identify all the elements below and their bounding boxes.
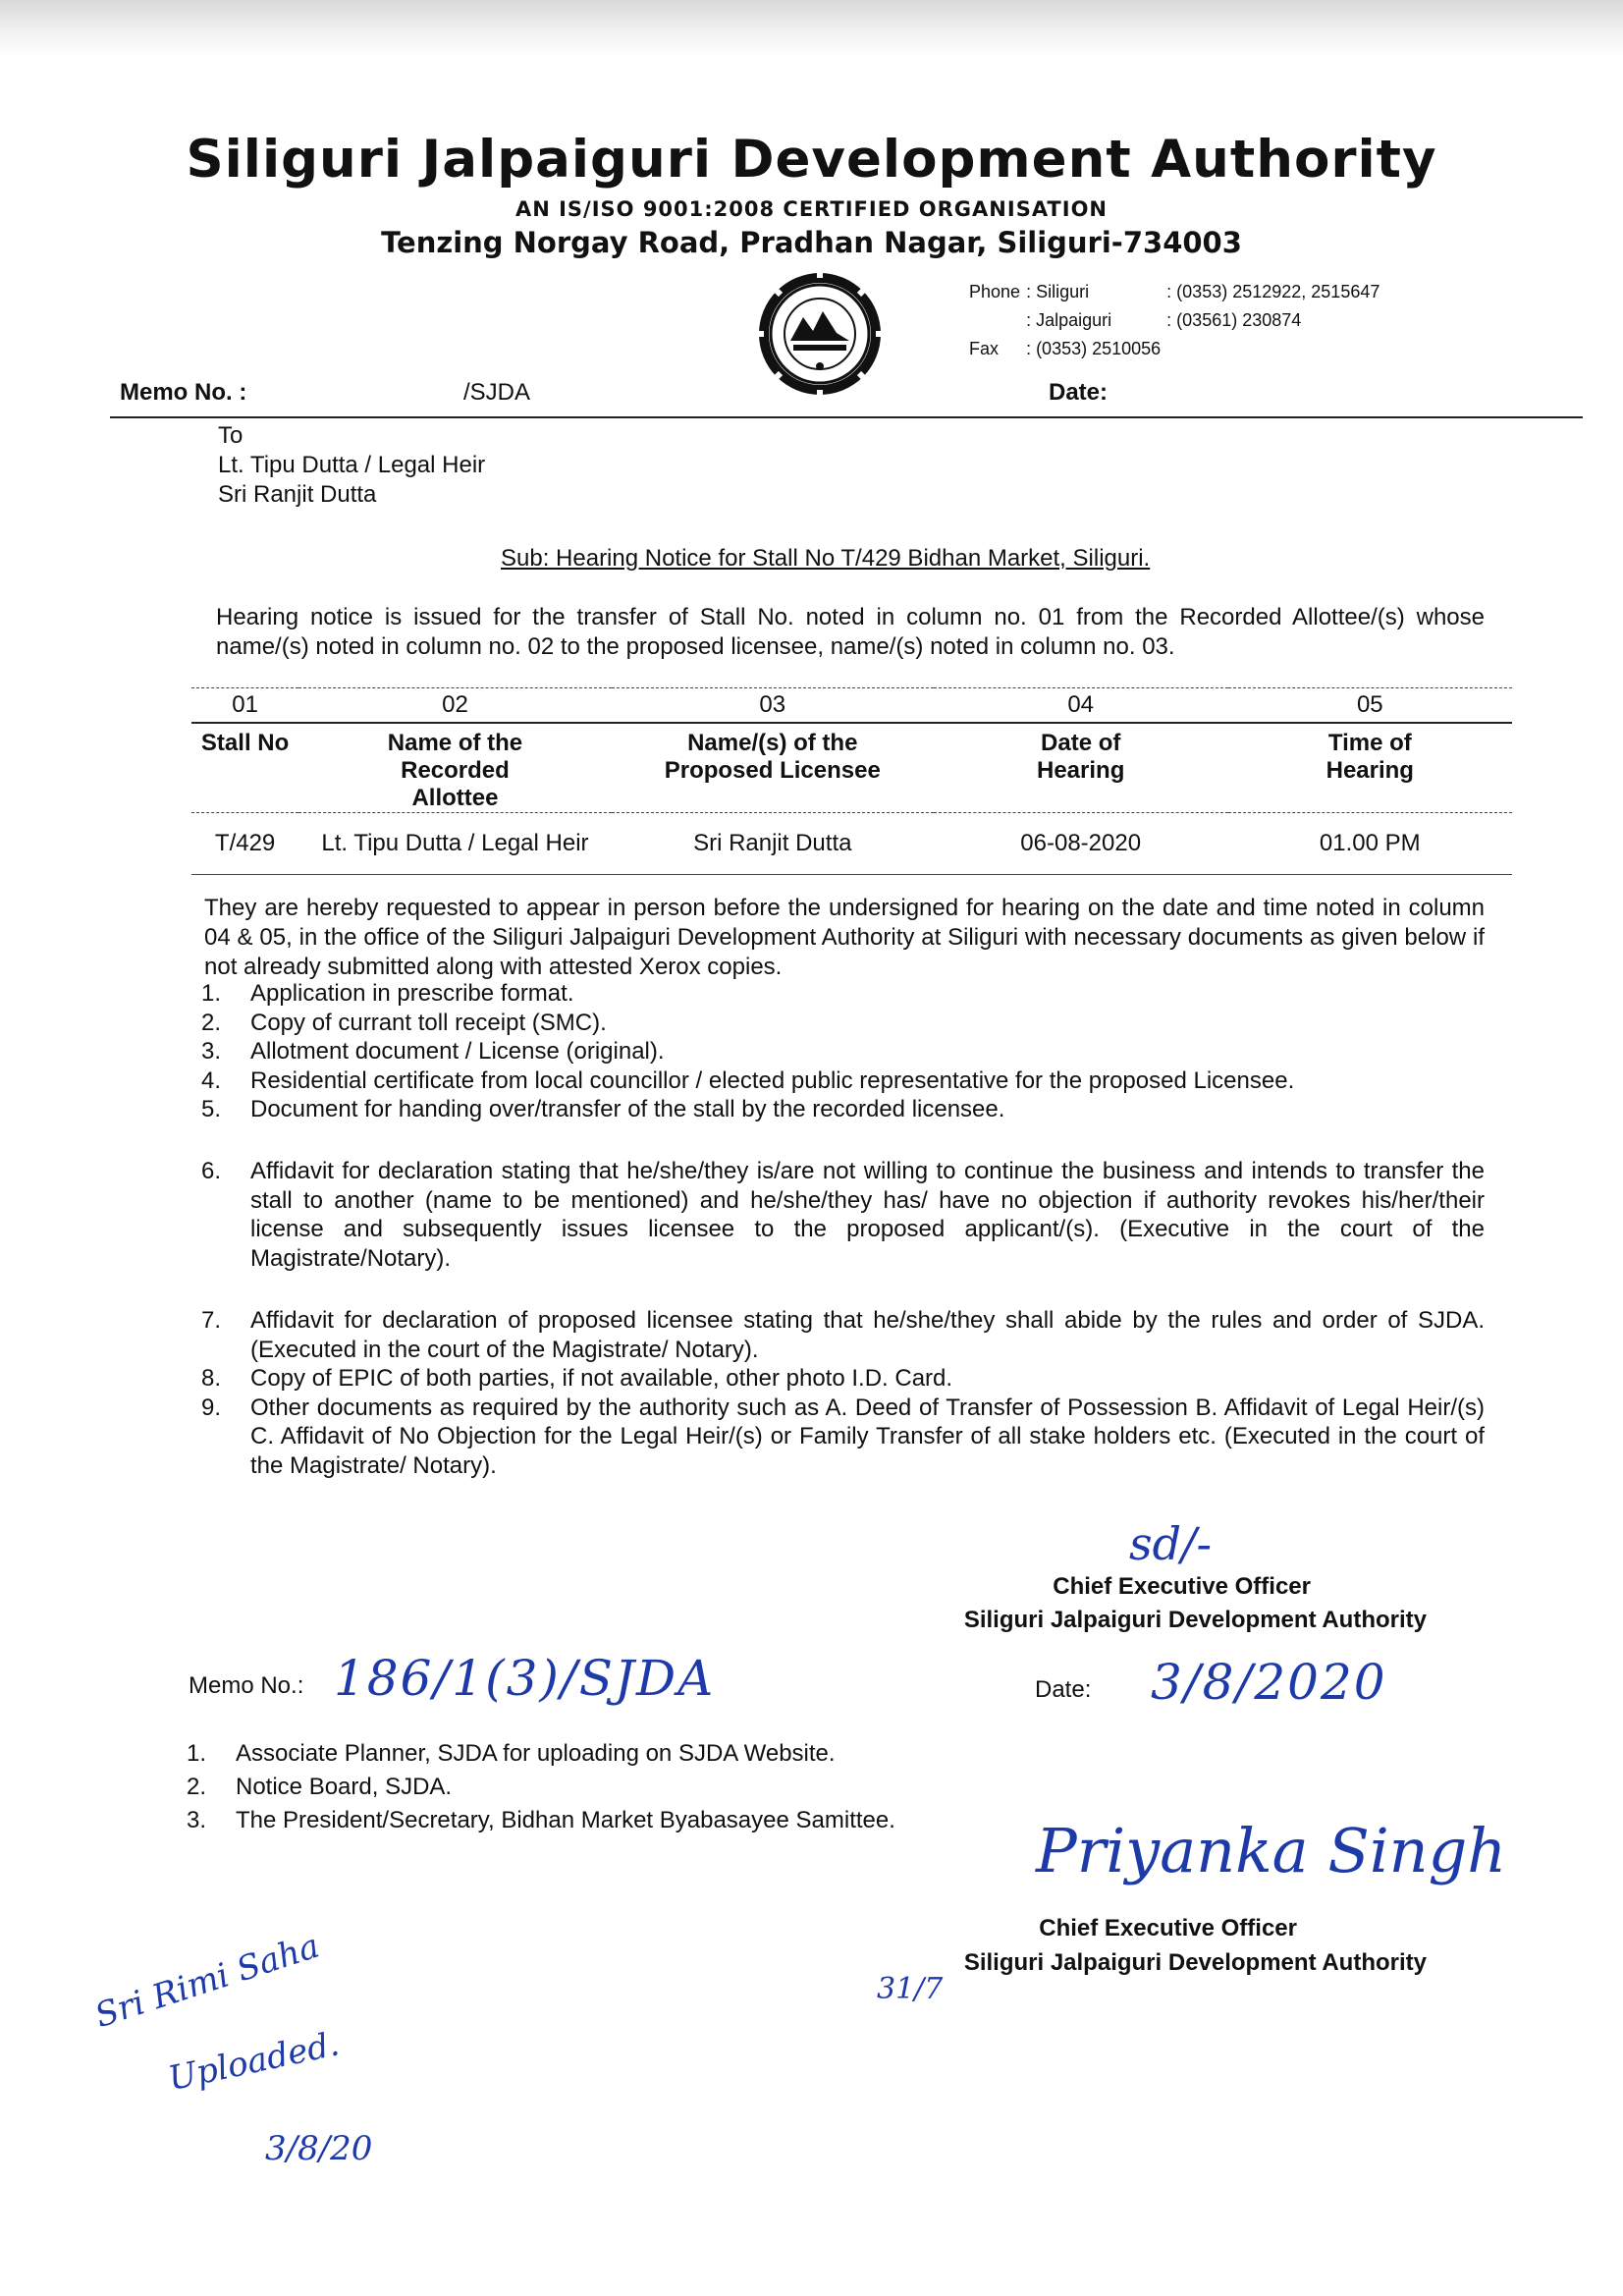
item-number: 5. xyxy=(201,1096,222,1122)
cell-date: 06-08-2020 xyxy=(1020,830,1142,856)
signatory-title: Chief Executive Officer xyxy=(1053,1573,1311,1600)
date-label: Date: xyxy=(1049,379,1109,406)
request-paragraph: They are hereby requested to appear in person before the undersigned for hearing on the date and time noted in column 04 & 05, in the office of the Siliguri Jalpaiguri Development Authority at Siliguri with necessary documents as given below if not already submitted along with attested Xerox copies. xyxy=(204,895,1485,980)
header-time-of-hearing: Time of Hearing xyxy=(1325,730,1414,784)
memo2-label: Memo No.: xyxy=(189,1672,304,1699)
contact-place: : Siliguri xyxy=(1026,282,1090,301)
cell-time: 01.00 PM xyxy=(1319,830,1421,856)
fax-number: : (0353) 2510056 xyxy=(1026,339,1162,358)
signatory-title: Chief Executive Officer xyxy=(1039,1915,1297,1941)
letterhead-divider xyxy=(110,416,1583,418)
to-label: To xyxy=(218,422,243,449)
copy-to-list xyxy=(187,1737,895,1837)
header-stall-no: Stall No xyxy=(200,730,290,756)
org-title: Siliguri Jalpaiguri Development Authority xyxy=(186,130,1437,190)
item-text: Notice Board, SJDA. xyxy=(236,1774,453,1800)
item-text: Allotment document / License (original). xyxy=(250,1038,665,1065)
item-number: 3. xyxy=(187,1807,207,1833)
memo2-number: 186/1(3)/SJDA xyxy=(334,1650,716,1707)
item-text: Residential certificate from local councillor / elected public representative for the proposed Licensee. xyxy=(250,1066,1295,1094)
item-text: Associate Planner, SJDA for uploading on SJDA Website. xyxy=(236,1740,836,1767)
subject-line: Sub: Hearing Notice for Stall No T/429 Bidhan Market, Siliguri. xyxy=(501,545,1151,572)
col-number: 05 xyxy=(1356,691,1383,718)
col-number: 02 xyxy=(442,691,468,718)
item-number: 7. xyxy=(201,1307,222,1334)
contact-number: : (03561) 230874 xyxy=(1166,310,1302,330)
certification-line: AN IS/ISO 9001:2008 CERTIFIED ORGANISATION xyxy=(514,197,1109,221)
list-item xyxy=(201,1037,1485,1066)
signature-sd: sd/- xyxy=(1129,1517,1213,1570)
scan-shadow xyxy=(0,0,1623,59)
item-text: Copy of EPIC of both parties, if not available, other photo I.D. Card. xyxy=(250,1365,953,1392)
signatory-org: Siliguri Jalpaiguri Development Authority xyxy=(963,1607,1427,1633)
contact-number: : (0353) 2512922, 2515647 xyxy=(1166,282,1380,301)
recipient-line: Lt. Tipu Dutta / Legal Heir xyxy=(218,452,486,478)
memo-label: Memo No. : xyxy=(120,379,247,406)
header-proposed-licensee: Name/(s) of the Proposed Licensee xyxy=(664,730,881,784)
contact-info xyxy=(967,277,1385,364)
initials-mark: 31/7 xyxy=(877,1972,944,2006)
list-item xyxy=(201,1394,1485,1481)
list-item xyxy=(201,1009,1485,1038)
list-item xyxy=(201,1157,1485,1273)
item-number: 4. xyxy=(201,1066,222,1094)
sjda-seal-logo xyxy=(756,270,884,398)
cell-stall-no: T/429 xyxy=(214,830,276,856)
table-row xyxy=(191,813,1512,875)
hearing-table xyxy=(191,687,1512,875)
list-item xyxy=(201,1066,1485,1096)
item-text: Copy of currant toll receipt (SMC). xyxy=(250,1009,607,1036)
header-row xyxy=(191,723,1512,813)
memo2-date-label: Date: xyxy=(1035,1676,1092,1703)
header-recorded-allottee: Name of the Recorded Allottee xyxy=(387,730,523,811)
col-number: 03 xyxy=(759,691,786,718)
item-text: Other documents as required by the authority such as A. Deed of Transfer of Possession B. Affidavit of Legal Heir/(s) C. Affidavit of No Objection for the Legal Heir/(s) or Family Transfer of all stake holders etc. (Executed in the court of the Magistrate/ Notary). xyxy=(250,1394,1485,1479)
item-text: The President/Secretary, Bidhan Market Byabasayee Samittee. xyxy=(236,1807,895,1833)
col-number: 01 xyxy=(232,691,258,718)
org-address: Tenzing Norgay Road, Pradhan Nagar, Siliguri-734003 xyxy=(381,226,1242,259)
col-number: 04 xyxy=(1067,691,1095,718)
item-number: 2. xyxy=(201,1009,222,1036)
item-text: Application in prescribe format. xyxy=(250,980,574,1007)
cell-recorded-allottee: Lt. Tipu Dutta / Legal Heir xyxy=(321,830,589,856)
item-number: 3. xyxy=(201,1038,222,1065)
list-item xyxy=(201,1095,1485,1124)
memo2-date: 3/8/2020 xyxy=(1151,1654,1387,1711)
recipient-line: Sri Ranjit Dutta xyxy=(218,481,377,508)
handwritten-signature: Priyanka Singh xyxy=(1036,1815,1507,1886)
documents-list-a xyxy=(201,979,1485,1124)
column-number-row xyxy=(191,688,1512,724)
recipient-block xyxy=(218,421,485,510)
list-item xyxy=(201,1364,1485,1394)
fax-label: Fax xyxy=(969,339,1000,358)
item-number: 6. xyxy=(201,1158,222,1184)
item-text: Affidavit for declaration of proposed licensee stating that he/she/they shall abide by the rules and order of SJDA. (Executed in the court of the Magistrate/ Notary). xyxy=(250,1307,1485,1363)
margin-note-status: Uploaded. xyxy=(165,2024,343,2100)
item-number: 1. xyxy=(201,980,222,1007)
memo-suffix: /SJDA xyxy=(463,379,531,406)
item-text: Document for handing over/transfer of the stall by the recorded licensee. xyxy=(250,1096,1005,1122)
signatory-org: Siliguri Jalpaiguri Development Authority xyxy=(963,1949,1427,1976)
list-item xyxy=(187,1737,895,1771)
item-number: 9. xyxy=(201,1394,222,1421)
item-number: 1. xyxy=(187,1740,207,1767)
list-item xyxy=(201,979,1485,1009)
list-item xyxy=(187,1804,895,1837)
header-date-of-hearing: Date of Hearing xyxy=(1037,730,1125,784)
contact-place: : Jalpaiguri xyxy=(1026,310,1112,330)
intro-paragraph: Hearing notice is issued for the transfer of Stall No. noted in column no. 01 from the Recorded Allottee/(s) whose name/(s) noted in column no. 02 to the proposed licensee, name/(s) noted in column no. 03. xyxy=(216,604,1485,660)
contact-number xyxy=(1166,336,1383,362)
item-number: 2. xyxy=(187,1774,207,1800)
list-item xyxy=(187,1771,895,1804)
phone-label: Phone xyxy=(969,282,1021,301)
margin-note-name: Sri Rimi Saha xyxy=(90,1926,325,2037)
documents-list-c xyxy=(201,1306,1485,1480)
margin-note-date: 3/8/20 xyxy=(265,2129,373,2168)
item-number: 8. xyxy=(201,1365,222,1392)
item-text: Affidavit for declaration stating that he/she/they is/are not willing to continue the business and intends to transfer the stall to another (name to be mentioned) and he/she/they has/ have no objection if authority revokes his/her/their license and subsequently issues licensee to the proposed applicant/(s). (Executive in the court of the Magistrate/Notary). xyxy=(250,1158,1485,1272)
cell-proposed-licensee: Sri Ranjit Dutta xyxy=(693,830,852,856)
documents-list-b xyxy=(201,1157,1485,1273)
contact-label xyxy=(969,307,1024,334)
list-item xyxy=(201,1306,1485,1364)
